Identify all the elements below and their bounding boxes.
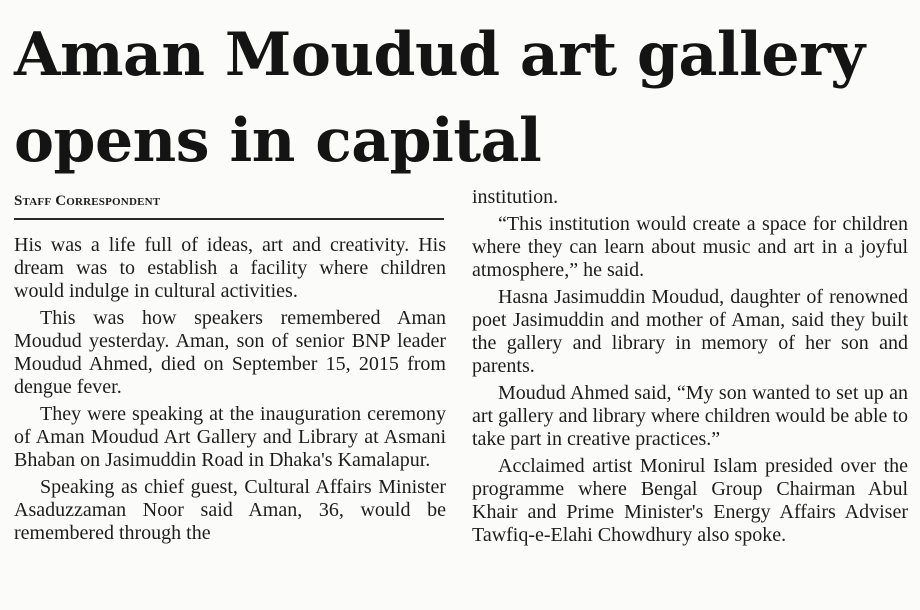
paragraph: His was a life full of ideas, art and creativity. His dream was to establish a facility where children would indulge in cultural activities. <box>14 234 446 302</box>
paragraph: This was how speakers remembered Aman Moudud yesterday. Aman, son of senior BNP leader Moudud Ahmed, died on September 15, 2015 from dengue fever. <box>14 307 446 398</box>
headline-line-1: Aman Moudud art gallery <box>14 20 865 90</box>
paragraph-continuation: institution. <box>472 186 559 208</box>
paragraph: Hasna Jasimuddin Moudud, daughter of renowned poet Jasimuddin and mother of Aman, said they built the gallery and library in memory of her son and parents. <box>472 286 908 377</box>
paragraph: Acclaimed artist Monirul Islam presided over the programme where Bengal Group Chairman Abul Khair and Prime Minister's Energy Affairs Adviser Tawfiq-e-Elahi Chowdhury also spoke. <box>472 455 908 546</box>
paragraph: They were speaking at the inauguration ceremony of Aman Moudud Art Gallery and Library at Asmani Bhaban on Jasimuddin Road in Dhaka's Kamalapur. <box>14 403 446 471</box>
right-column <box>472 186 908 551</box>
article-headline <box>14 12 914 184</box>
paragraph: Speaking as chief guest, Cultural Affairs Minister Asaduzzaman Noor said Aman, 36, would be remembered through the <box>14 476 446 544</box>
headline-line-2: opens in capital <box>14 106 542 176</box>
paragraph: “This institution would create a space for children where they can learn about music and art in a joyful atmosphere,” he said. <box>472 213 908 281</box>
byline: Staff Correspondent <box>14 191 444 220</box>
paragraph: Moudud Ahmed said, “My son wanted to set up an art gallery and library where children would be able to take part in creative practices.” <box>472 382 908 450</box>
left-column <box>14 234 446 549</box>
